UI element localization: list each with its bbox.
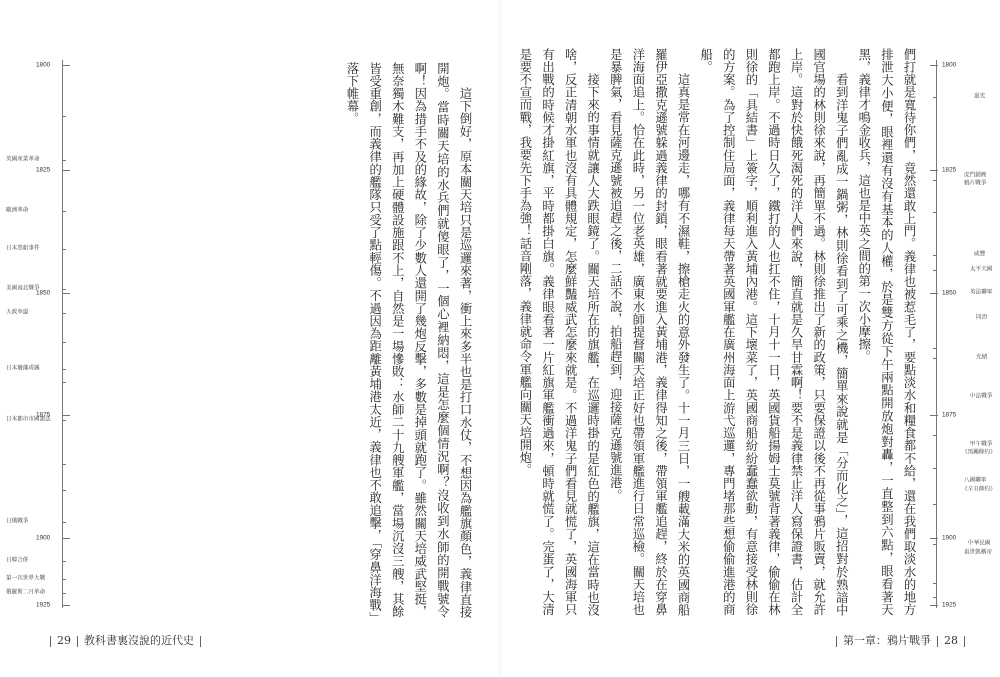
timeline-tick bbox=[933, 504, 937, 505]
timeline-event: 美國南北戰爭 bbox=[6, 285, 40, 292]
timeline-year: 1850 bbox=[942, 289, 957, 297]
footer-divider bbox=[200, 636, 201, 647]
timeline-tick bbox=[933, 435, 937, 436]
timeline-event: 第一次世界大戰 bbox=[6, 575, 46, 582]
timeline-year: 1925 bbox=[36, 601, 51, 609]
timeline-event: 日本廢藩成縣 bbox=[6, 365, 40, 372]
timeline-axis bbox=[936, 60, 937, 608]
timeline-tick bbox=[62, 293, 70, 294]
timeline-tick bbox=[62, 561, 66, 562]
timeline-tick bbox=[933, 544, 937, 545]
timeline-event: 《辛丑條約》 bbox=[962, 486, 996, 493]
timeline-year: 1900 bbox=[942, 534, 957, 542]
timeline-event: 太平天國 bbox=[970, 266, 993, 273]
timeline-tick bbox=[930, 415, 938, 416]
timeline-tick bbox=[62, 420, 66, 421]
timeline-event: 俄羅斯二月革命 bbox=[6, 589, 46, 596]
timeline-year: 1925 bbox=[942, 601, 957, 609]
paragraph: 們打就是寬待你們，竟然還敢上門。義律也被惹毛了，要點淡水和糧食都不給，還在我們取淡水的地方排泄大小便，眼裡還有沒有基本的人權，於是雙方從下午兩點開放炮對轟，一直整到六點，眼看著天黑，義律才鳴金收兵，這也是中英之間的第一次小摩擦。 bbox=[856, 48, 916, 616]
timeline-tick bbox=[933, 97, 937, 98]
timeline-tick bbox=[62, 170, 70, 171]
timeline-year: 1875 bbox=[36, 411, 51, 419]
left-footer bbox=[44, 632, 207, 648]
timeline-tick bbox=[933, 180, 937, 181]
timeline-tick bbox=[933, 212, 937, 213]
page-number: 28 bbox=[944, 634, 958, 647]
timeline-year: 1850 bbox=[36, 289, 51, 297]
timeline-tick bbox=[62, 342, 66, 343]
timeline-tick bbox=[62, 605, 70, 606]
timeline-tick bbox=[62, 579, 66, 580]
left-page bbox=[0, 0, 498, 677]
left-timeline bbox=[0, 60, 70, 608]
right-footer bbox=[830, 632, 971, 648]
timeline-tick bbox=[62, 464, 66, 465]
timeline-tick bbox=[62, 249, 66, 250]
timeline-tick bbox=[62, 490, 66, 491]
timeline-event: 日本黑船事件 bbox=[6, 245, 40, 252]
timeline-tick bbox=[930, 170, 938, 171]
timeline-event: 甲午戰爭 bbox=[970, 441, 993, 448]
timeline-event: 英國產業革命 bbox=[6, 156, 40, 163]
timeline-event: 袁世凱稱帝 bbox=[964, 549, 992, 556]
footer-divider bbox=[937, 636, 938, 647]
right-page bbox=[502, 0, 1000, 677]
timeline-event: 英法聯軍 bbox=[970, 289, 993, 296]
timeline-event: 光緒 bbox=[976, 354, 988, 361]
timeline-tick bbox=[930, 293, 938, 294]
right-timeline bbox=[930, 60, 1000, 608]
timeline-tick bbox=[62, 369, 66, 370]
timeline-event: 日俄戰爭 bbox=[6, 518, 29, 525]
footer-divider bbox=[964, 636, 965, 647]
timeline-event: 鴉片戰爭 bbox=[964, 180, 987, 187]
timeline-tick bbox=[933, 583, 937, 584]
footer-divider bbox=[836, 636, 837, 647]
timeline-tick bbox=[930, 538, 938, 539]
page-number: 29 bbox=[57, 634, 71, 647]
timeline-tick bbox=[930, 65, 938, 66]
timeline-tick bbox=[62, 522, 66, 523]
timeline-year: 1875 bbox=[942, 411, 957, 419]
timeline-year: 1800 bbox=[942, 61, 957, 69]
timeline-tick bbox=[933, 468, 937, 469]
timeline-event: 日韓合併 bbox=[6, 557, 29, 564]
timeline-event: 《馬關條約》 bbox=[962, 449, 996, 456]
timeline-axis bbox=[62, 60, 63, 608]
left-body-text bbox=[76, 62, 476, 618]
paragraph: 這真是常在河邊走，哪有不濕鞋，擦槍走火的意外發生了。十一月三日，一艘載滿大米的英國商船羅伊亞撒克遜號躲過義律的封鎖，眼看著就要進入黃埔港，義律得知之後，帶領軍艦追趕，終於在穿鼻洋海面追上。恰在此時，另一位老英雄，廣東水師提督關天培正好也帶領軍艦進行日常巡檢。關天培也是暴脾氣，看見薩克遜號被追趕之後，二話不說，拍船趕到，迎接薩克遜號進港。 bbox=[608, 48, 691, 616]
timeline-event: 八國聯軍 bbox=[964, 477, 987, 484]
timeline-tick bbox=[933, 255, 937, 256]
timeline-tick bbox=[930, 605, 938, 606]
timeline-year: 1825 bbox=[942, 166, 957, 174]
timeline-tick bbox=[62, 160, 66, 161]
paragraph: 接下來的事情就讓人大跌眼鏡了。關天培所在的旗艦，在巡邏時掛的是紅色的艦旗，這在當時也沒啥，反正清朝水軍也沒有具體規定，怎麼鮮豔威武怎麼來就是。不過洋鬼子們看見就慌了，英國海軍只有出戰的時候才掛紅旗，平時都掛白旗。義律眼看著一片紅旗軍艦衝過來，頓時就慌了。完蛋了，大清是要不宣而戰，我要先下手為強！話音剛落，義律就命令軍艦向關天培開炮。 bbox=[517, 48, 600, 616]
timeline-event: 歐洲革命 bbox=[6, 207, 29, 214]
timeline-tick bbox=[62, 313, 66, 314]
book-title: 教科書裏沒說的近代史 bbox=[84, 634, 194, 647]
timeline-tick bbox=[62, 65, 70, 66]
timeline-event: 道光 bbox=[974, 93, 986, 100]
timeline-event: 大政奉還 bbox=[6, 309, 29, 316]
timeline-tick bbox=[62, 593, 66, 594]
chapter-title: 第一章：鴉片戰爭 bbox=[843, 634, 931, 647]
footer-divider bbox=[77, 636, 78, 647]
timeline-tick bbox=[933, 358, 937, 359]
timeline-tick bbox=[62, 415, 70, 416]
timeline-event: 中法戰爭 bbox=[970, 393, 993, 400]
paragraph: 看到洋鬼子們亂成一鍋粥，林則徐看到了可乘之機，簡單來說就是「分而化之」，這招對於熟諳中國官場的林則徐來說，再簡單不過。林則徐推出了新的政策，只要保證以後不再從事鴉片販賣，就允許上岸。這對於快餓死渴死的洋人們來說，簡直就是久旱甘霖啊！要不是義律禁止洋人寫保證書，估計全都跑上岸。不過時日久了，鐵打的人也扛不住，十月十一日，英國貨船揚姆士莫號背著義律，偷偷在林則徐的「具結書」上簽字，順利進入黃埔內港。這下壞菜了，英國商船紛紛蠢蠢欲動，有意接受林則徐的方案。為了控制住局面，義律每天帶著英國軍艦在廣州海面上游弋巡邏，專門堵那些想偷偷進港的商船。 bbox=[698, 48, 849, 616]
timeline-year: 1800 bbox=[36, 61, 51, 69]
timeline-year: 1825 bbox=[36, 166, 51, 174]
timeline-event: 咸豐 bbox=[974, 251, 986, 258]
timeline-year: 1900 bbox=[36, 534, 51, 542]
footer-divider bbox=[50, 636, 51, 647]
timeline-tick bbox=[62, 538, 70, 539]
timeline-tick bbox=[62, 382, 66, 383]
timeline-event: 虎門銷煙 bbox=[964, 172, 987, 179]
timeline-tick bbox=[933, 348, 937, 349]
timeline-event: 中華民國 bbox=[968, 540, 991, 547]
timeline-tick bbox=[933, 597, 937, 598]
right-body-text bbox=[517, 48, 920, 616]
timeline-tick bbox=[62, 211, 66, 212]
paragraph: 這下倒好，原本關天培只是巡邏來著，衝上來多半也是打口水仗，不想因為艦旗顏色，義律直接開炮。當時關天培的水兵們就傻眼了，一個心裡納悶，這是怎麼個情況啊？沒收到水師的開戰號令啊！因為措手不及的緣故，除了少數人還開了幾炮反擊，多數是掉頭就跑了。雖然關天培威武堅挺，無奈獨木難支，再加上硬體設施跟不上，自然是一場慘敗：水師二十九艘軍艦，當場沉沒三艘，其餘皆受重創，而義律的艦隊只受了點輕傷。不過因為距離黃埔港太近，義律也不敢追擊，「穿鼻洋海戰」落下帷幕。 bbox=[345, 62, 472, 618]
timeline-event: 同治 bbox=[976, 314, 988, 321]
timeline-tick bbox=[62, 289, 66, 290]
timeline-tick bbox=[62, 116, 66, 117]
timeline-tick bbox=[933, 270, 937, 271]
timeline-event: 日本都市市國憲法 bbox=[6, 416, 51, 423]
